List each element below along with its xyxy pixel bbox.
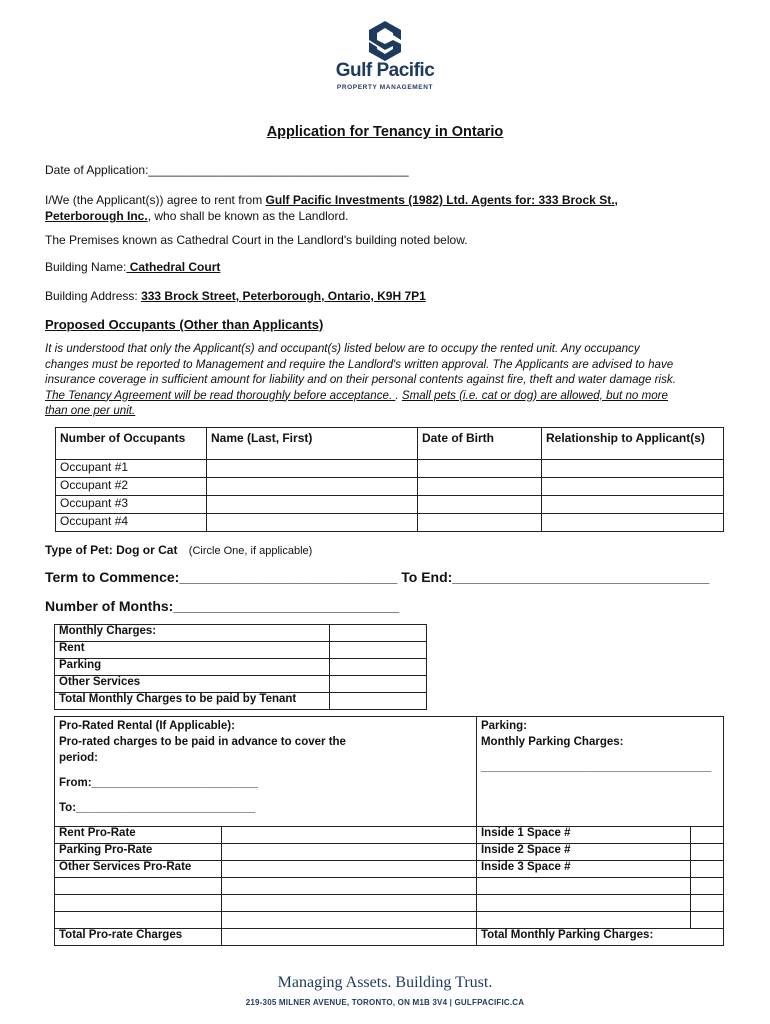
commence-blank: ____________________________ — [179, 569, 398, 585]
table-row: Occupant #4 — [56, 514, 724, 532]
landlord-name: Gulf Pacific Investments (1982) Ltd. Agents for: 333 Brock St., — [265, 193, 618, 207]
monthly-charges-table — [54, 624, 427, 710]
table-row — [55, 878, 724, 895]
date-of-application[interactable] — [45, 163, 409, 177]
agreement-paragraph: I/We (the Applicant(s)) agree to rent from Gulf Pacific Investments (1982) Ltd. Agents for: 333 Brock St., Peterborough Inc., who shall be known as the Landlord. — [45, 193, 618, 223]
table-row: Rent — [55, 642, 427, 659]
parking-cell: Parking: Monthly Parking Charges: ____________________________________ — [476, 717, 723, 827]
table-row: Occupant #2 — [56, 478, 724, 496]
table-header-row — [56, 428, 724, 460]
col-number: Number of Occupants — [56, 428, 207, 460]
col-name: Name (Last, First) — [207, 428, 418, 460]
end-blank: _________________________________ — [452, 569, 710, 585]
building-address: 333 Brock Street, Peterborough, Ontario, K9H 7P1 — [141, 289, 426, 303]
landlord-name-cont: Peterborough Inc. — [45, 209, 148, 223]
table-row: Occupant #3 — [56, 496, 724, 514]
date-blank[interactable]: _______________________________________ — [148, 163, 409, 177]
occupancy-notice: It is understood that only the Applicant(s) and occupant(s) listed below are to occupy the rented unit. Any occupancy changes must be reported to Management and require the Landlord's written approval. The Applicants are advised to have insurance coverage in sufficient amount for liability and on their personal contents against fire, theft and water damage risk. The Tenancy Agreement will be read thoroughly before acceptance. . Small pets (i.e. cat or dog) are allowed, but no more than one per unit. — [45, 342, 676, 417]
term-line[interactable]: Term to Commence:____________________________ To End:_________________________________ — [45, 569, 710, 585]
table-row: Rent Pro-Rate Inside 1 Space # — [55, 827, 724, 844]
pet-note: (Circle One, if applicable) — [188, 545, 313, 557]
building-address-line: Building Address: 333 Brock Street, Peterborough, Ontario, K9H 7P1 — [45, 289, 426, 303]
col-relationship: Relationship to Applicant(s) — [542, 428, 724, 460]
table-row: Monthly Charges: — [55, 625, 427, 642]
prorate-parking-table — [54, 716, 724, 946]
footer-tagline: Managing Assets. Building Trust. — [277, 974, 493, 991]
occupants-table — [55, 427, 724, 532]
col-dob: Date of Birth — [418, 428, 542, 460]
table-row: Total Monthly Charges to be paid by Tenant — [55, 693, 427, 710]
occupants-heading: Proposed Occupants (Other than Applicants) — [45, 317, 324, 332]
page-title: Application for Tenancy in Ontario — [266, 124, 504, 140]
prorate-cell: Pro-Rated Rental (If Applicable): Pro-rated charges to be paid in advance to cover the period: From:__________________________ To:____________________________ — [55, 717, 477, 827]
from-field[interactable]: From:__________________________ — [59, 777, 258, 789]
pet-type-line — [45, 543, 312, 557]
prorate-header-row — [55, 717, 724, 827]
table-row: Total Pro-rate Charges Total Monthly Parking Charges: — [55, 929, 724, 946]
footer-address: 219-305 MILNER AVENUE, TORONTO, ON M1B 3V4 | GULFPACIFIC.CA — [245, 998, 525, 1007]
table-row: Parking — [55, 659, 427, 676]
table-row: Occupant #1 — [56, 460, 724, 478]
date-label: Date of Application: — [45, 163, 149, 177]
premises-text: The Premises known as Cathedral Court in the Landlord's building noted below. — [45, 233, 468, 247]
table-row: Other Services Pro-Rate Inside 3 Space # — [55, 861, 724, 878]
to-field[interactable]: To:____________________________ — [59, 802, 256, 814]
building-name: Cathedral Court — [126, 260, 221, 274]
months-blank: _____________________________ — [173, 598, 400, 614]
table-row — [55, 895, 724, 912]
gulf-pacific-logo-icon — [366, 20, 404, 62]
brand-subtitle: PROPERTY MANAGEMENT — [336, 84, 434, 91]
building-name-line: Building Name: Cathedral Court — [45, 260, 221, 274]
table-row: Other Services — [55, 676, 427, 693]
pet-label: Type of Pet: Dog or Cat — [45, 543, 178, 557]
table-row: Parking Pro-Rate Inside 2 Space # — [55, 844, 724, 861]
months-line[interactable]: Number of Months:_____________________________ — [45, 598, 400, 614]
parking-charges-blank[interactable]: ____________________________________ — [480, 761, 712, 773]
table-row — [55, 912, 724, 929]
brand-name: Gulf Pacific — [335, 60, 435, 81]
